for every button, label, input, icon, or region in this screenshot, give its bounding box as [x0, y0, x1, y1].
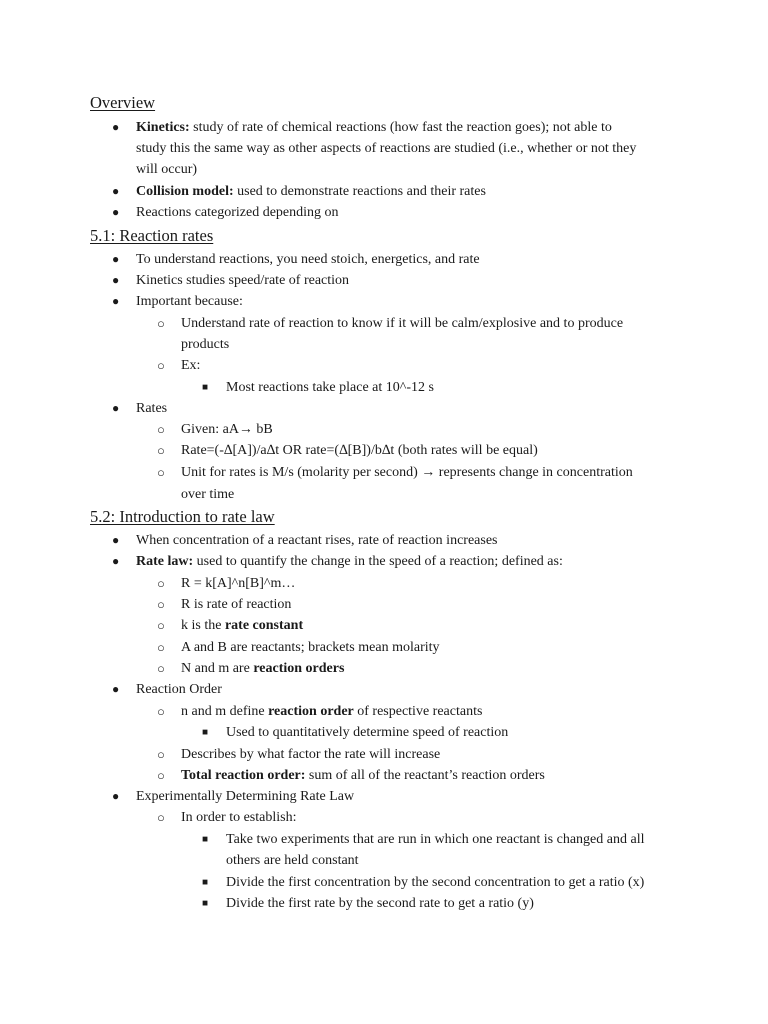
bullet-text: R = k[A]^n[B]^m… [181, 576, 296, 591]
subsubbullet-marker: ■ [202, 834, 209, 845]
bullet-text: Experimentally Determining Rate Law [136, 789, 355, 804]
bullet-text: Take two experiments that are run in which one reactant is changed and all [226, 832, 645, 847]
bullet-text: Rates [136, 401, 168, 416]
bullet-text: R is rate of reaction [181, 597, 292, 612]
bullet-text: Kinetics studies speed/rate of reaction [136, 273, 350, 288]
term-total-reaction-order: Total reaction order: [181, 768, 306, 783]
bullet-marker: ● [112, 294, 120, 308]
term-kinetics: Kinetics: [136, 120, 190, 135]
bullet-text: products [181, 337, 230, 352]
bullet-text: Understand rate of reaction to know if it will be calm/explosive and to produce [181, 316, 624, 331]
heading-reaction-rates: 5.1: Reaction rates [90, 226, 214, 245]
bullet-marker: ● [112, 533, 120, 547]
bullet-text: Ex: [181, 358, 201, 373]
bullet-text: used to quantify the change in the speed of a reaction; defined as: [193, 554, 563, 569]
bullet-text: n and m define [181, 704, 269, 719]
subbullet-marker: ○ [157, 443, 165, 458]
bullet-text: others are held constant [226, 853, 359, 868]
subbullet-marker: ○ [157, 661, 165, 676]
subbullet-marker: ○ [157, 747, 165, 762]
bullet-text: Describes by what factor the rate will increase [181, 747, 441, 762]
bullet-marker: ● [112, 401, 120, 415]
bullet-text: Divide the first concentration by the second concentration to get a ratio (x) [226, 875, 645, 890]
bullet-text: will occur) [136, 162, 198, 177]
term-reaction-orders: reaction orders [253, 661, 345, 676]
bullet-text: In order to establish: [181, 810, 297, 825]
bullet-text: Divide the first rate by the second rate to get a ratio (y) [226, 896, 534, 911]
bullet-text: Reaction Order [136, 682, 222, 697]
subsubbullet-marker: ■ [202, 877, 209, 888]
subsubbullet-marker: ■ [202, 382, 209, 393]
bullet-text: Reactions categorized depending on [136, 205, 339, 220]
bullet-text: k is the [181, 618, 225, 633]
subbullet-marker: ○ [157, 704, 165, 719]
bullet-text: To understand reactions, you need stoich, energetics, and rate [136, 252, 480, 267]
subsubbullet-marker: ■ [202, 898, 209, 909]
subsubbullet-marker: ■ [202, 727, 209, 738]
bullet-text: N and m are [181, 661, 254, 676]
bullet-marker: ● [112, 273, 120, 287]
subbullet-marker: ○ [157, 810, 165, 825]
subbullet-marker: ○ [157, 465, 165, 480]
bullet-marker: ● [112, 252, 120, 266]
bullet-text: over time [181, 487, 235, 502]
term-collision-model: Collision model: [136, 184, 234, 199]
subbullet-marker: ○ [157, 316, 165, 331]
bullet-text: Rate=(-∆[A])/a∆t OR rate=(∆[B])/b∆t (both rates will be equal) [181, 443, 538, 458]
bullet-marker: ● [112, 205, 120, 219]
term-rate-constant: rate constant [224, 618, 304, 633]
bullet-text: study of rate of chemical reactions (how fast the reaction goes); not able to [189, 120, 612, 135]
subbullet-marker: ○ [157, 618, 165, 633]
bullet-marker: ● [112, 682, 120, 696]
subbullet-marker: ○ [157, 597, 165, 612]
bullet-text: Most reactions take place at 10^-12 s [226, 380, 434, 395]
bullet-text: Used to quantitatively determine speed of reaction [226, 725, 509, 740]
bullet-text: When concentration of a reactant rises, rate of reaction increases [136, 533, 498, 548]
heading-rate-law: 5.2: Introduction to rate law [90, 507, 275, 526]
heading-overview: Overview [90, 93, 156, 112]
subbullet-marker: ○ [157, 768, 165, 783]
bullet-text: sum of all of the reactant’s reaction orders [305, 768, 545, 783]
subbullet-marker: ○ [157, 576, 165, 591]
subbullet-marker: ○ [157, 358, 165, 373]
subbullet-marker: ○ [157, 640, 165, 655]
term-rate-law: Rate law: [136, 554, 194, 569]
bullet-marker: ● [112, 120, 120, 134]
bullet-text: A and B are reactants; brackets mean molarity [181, 640, 440, 655]
bullet-marker: ● [112, 789, 120, 803]
term-reaction-order: reaction order [268, 704, 354, 719]
bullet-text: of respective reactants [353, 704, 483, 719]
bullet-marker: ● [112, 554, 120, 568]
bullet-marker: ● [112, 184, 120, 198]
bullet-text: used to demonstrate reactions and their rates [233, 184, 486, 199]
bullet-text: study this the same way as other aspects of reactions are studied (i.e., whether or not they [136, 141, 637, 156]
bullet-text: Important because: [136, 294, 243, 309]
bullet-text: Unit for rates is M/s (molarity per second) → represents change in concentration [181, 465, 633, 480]
bullet-text: Given: aA→ bB [181, 422, 273, 437]
subbullet-marker: ○ [157, 422, 165, 437]
